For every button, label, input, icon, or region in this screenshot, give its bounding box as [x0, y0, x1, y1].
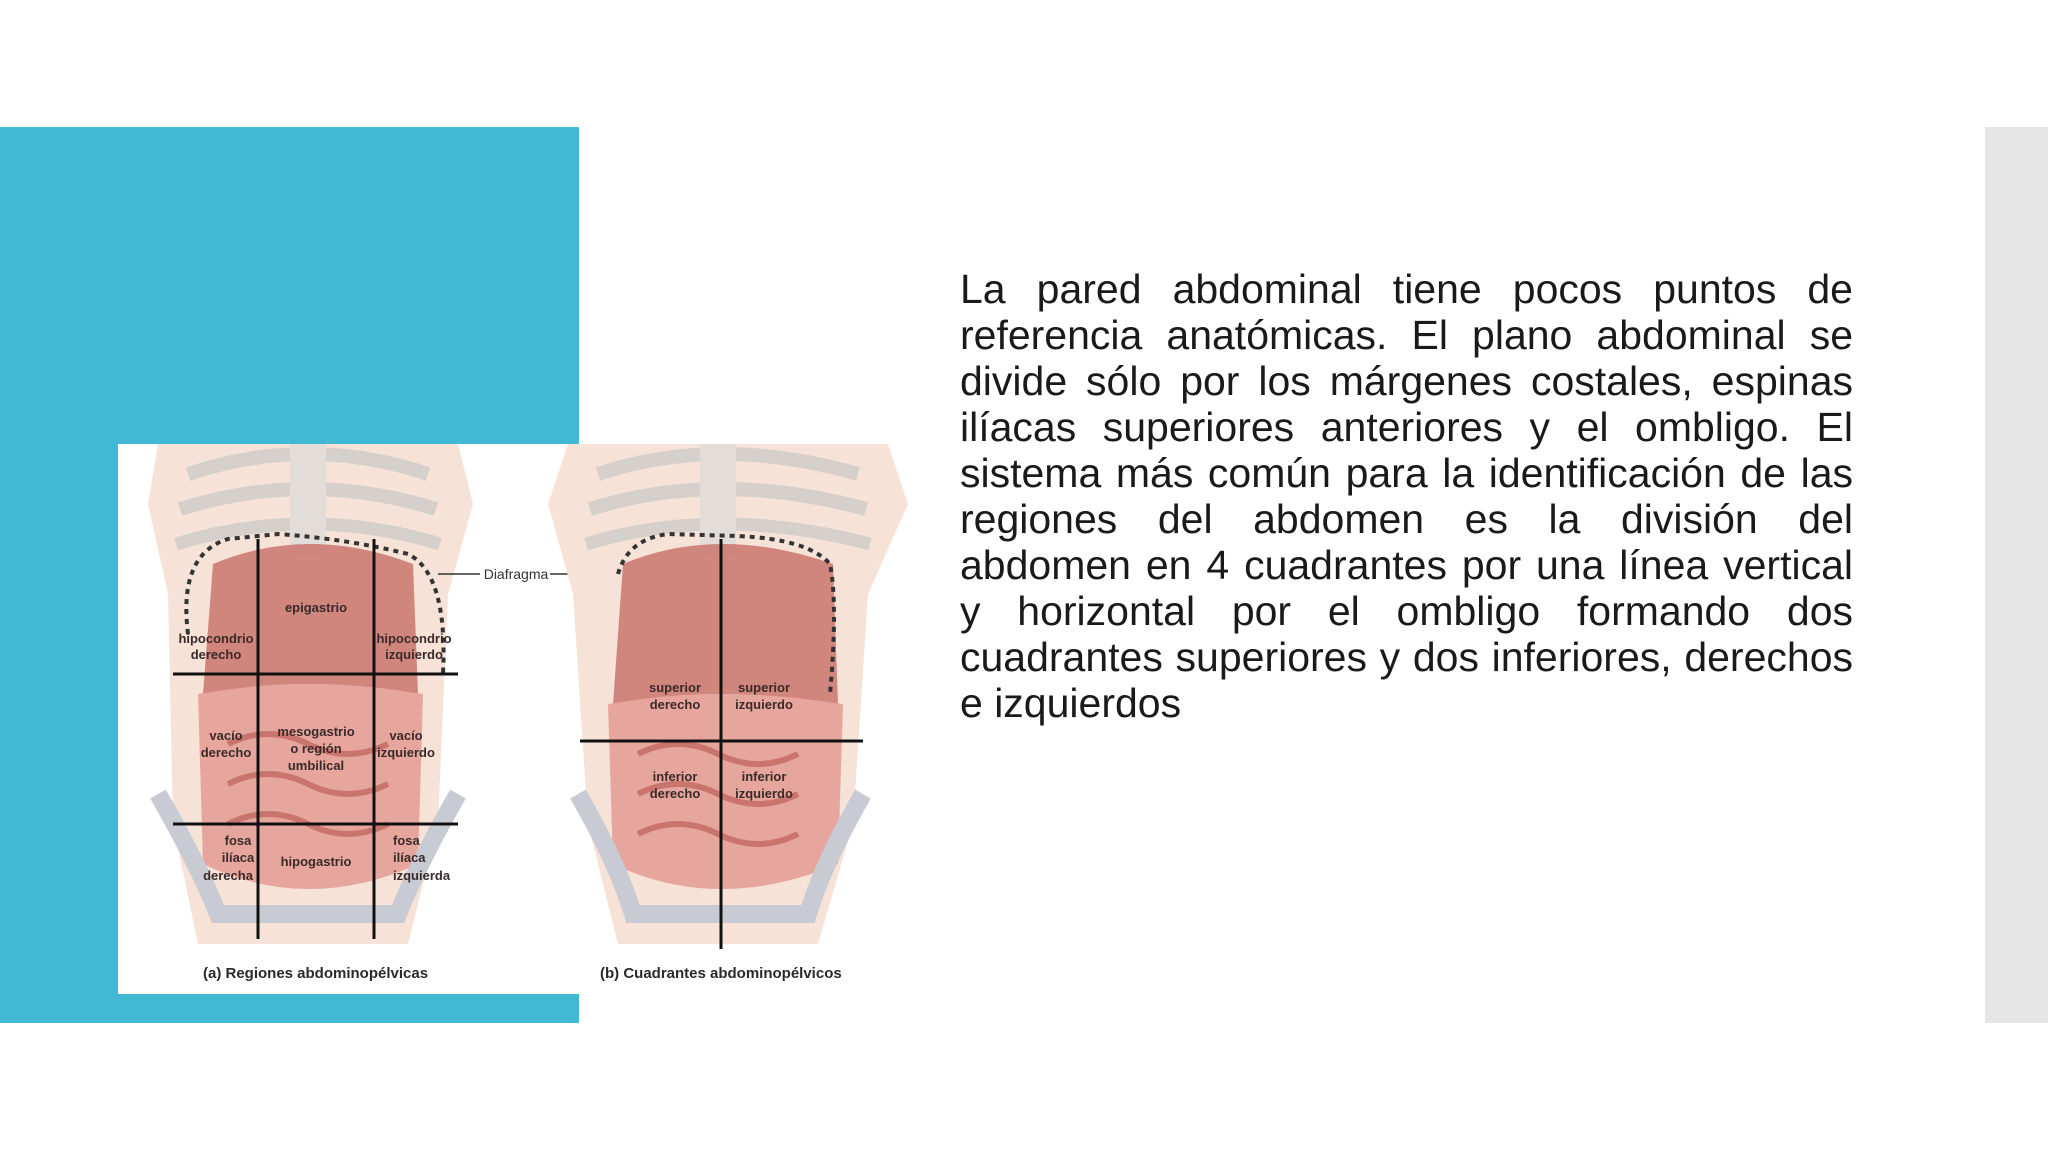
region-hipocondrio-derecho-1: hipocondrio [178, 631, 254, 646]
panel-b-caption: (b) Cuadrantes abdominopélvicos [600, 965, 842, 982]
body-paragraph: La pared abdominal tiene pocos puntos de referencia anatómicas. El plano abdominal se divide sólo por los márgenes costales, espinas ilíacas superiores anteriores y el ombligo. El sistema más común para la identificación de las regiones del abdomen es la división del abdomen en 4 cuadrantes por una línea vertical y horizontal por el ombligo formando dos cuadrantes superiores y dos inferiores, derechos e izquierdos [960, 266, 1853, 726]
region-fosa-iliaca-derecha-3: derecha [203, 868, 253, 883]
quadrant-inferior-derecho-2: derecho [649, 786, 701, 801]
region-vacio-izquierdo-1: vacío [389, 728, 423, 743]
abdominal-regions-figure [118, 444, 918, 994]
side-bar [1985, 127, 2048, 1023]
region-hipocondrio-izquierdo-2: izquierdo [385, 647, 443, 662]
quadrant-superior-derecho-2: derecho [649, 697, 701, 712]
region-vacio-derecho-1: vacío [209, 728, 243, 743]
region-fosa-iliaca-izquierda-2: ilíaca [393, 850, 426, 865]
region-hipocondrio-izquierdo-1: hipocondrio [376, 631, 452, 646]
region-epigastrio: epigastrio [284, 600, 348, 615]
region-fosa-iliaca-izquierda-3: izquierda [393, 868, 451, 883]
region-vacio-izquierdo-2: izquierdo [377, 745, 435, 760]
region-vacio-derecho-2: derecho [200, 745, 252, 760]
panel-a-caption: (a) Regiones abdominopélvicas [203, 965, 429, 982]
quadrant-superior-izquierdo-2: izquierdo [735, 697, 793, 712]
region-hipogastrio: hipogastrio [280, 854, 352, 869]
region-mesogastrio-2: o región [290, 741, 342, 756]
region-hipocondrio-derecho-2: derecho [190, 647, 242, 662]
region-mesogastrio-3: umbilical [287, 758, 345, 773]
quadrant-superior-izquierdo-1: superior [737, 680, 791, 695]
quadrant-inferior-izquierdo-2: izquierdo [735, 786, 793, 801]
region-mesogastrio-1: mesogastrio [277, 724, 355, 739]
diaphragm-label: Diafragma [483, 566, 549, 582]
quadrant-inferior-derecho-1: inferior [652, 769, 698, 784]
quadrant-inferior-izquierdo-1: inferior [741, 769, 787, 784]
region-fosa-iliaca-derecha-2: ilíaca [221, 850, 255, 865]
quadrant-superior-derecho-1: superior [648, 680, 702, 695]
region-fosa-iliaca-izquierda-1: fosa [393, 833, 420, 848]
region-fosa-iliaca-derecha-1: fosa [224, 833, 252, 848]
